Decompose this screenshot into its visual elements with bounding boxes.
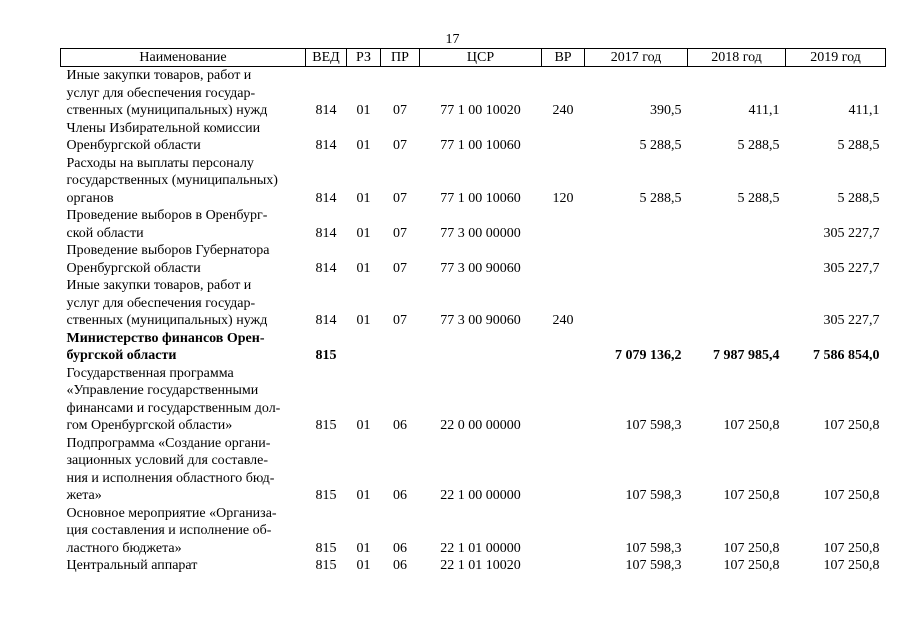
row-csr: 22 1 01 10020 [440,558,521,573]
table-row [61,365,886,435]
row-csr: 22 0 00 00000 [440,418,521,433]
row-pr [381,330,420,365]
row-csr: 22 1 01 00000 [440,540,521,556]
row-vr [542,242,585,277]
header-ved: ВЕД [306,49,347,67]
row-name-line: зационных условий для составле- [66,453,269,468]
row-pr: 07 [393,138,407,153]
row-vr: 240 [552,103,574,118]
row-pr: 07 [393,225,407,241]
row-y2017: 107 598,3 [625,558,682,573]
row-pr: 06 [393,558,407,573]
row-pr: 07 [393,260,407,276]
row-name [61,155,306,208]
row-pr: 07 [393,190,407,206]
row-name-line: Государственная программа [66,365,234,381]
table-row [61,435,886,505]
budget-table [60,48,886,575]
row-y2019: 107 250,8 [823,558,880,573]
header-2018: 2018 год [688,49,786,67]
row-name-line: Расходы на выплаты персоналу [66,155,254,171]
row-vr [542,557,585,575]
row-name-line: «Управление государственными [66,383,259,398]
table-row [61,330,886,365]
row-ved: 815 [315,558,337,573]
header-pr: ПР [381,49,420,67]
row-name [61,557,306,575]
row-rz: 01 [356,558,371,573]
row-name-line: государственных (муниципальных) [66,173,278,188]
row-name-line: Оренбургской области [66,138,201,153]
row-name-line: Подпрограмма «Создание органи- [66,435,271,451]
row-name [61,67,306,120]
row-name [61,330,306,365]
row-ved: 814 [315,190,337,206]
row-csr: 22 1 00 00000 [440,488,521,503]
row-name-line: Министерство финансов Орен- [66,330,265,346]
row-pr: 06 [393,418,407,433]
row-name [61,435,306,505]
table-row [61,277,886,330]
row-name-line: жета» [66,488,102,503]
row-pr: 07 [393,313,407,328]
row-name [61,365,306,435]
row-name-line: услуг для обеспечения государ- [66,85,256,101]
row-csr: 77 3 00 00000 [440,225,521,241]
row-csr: 77 1 00 10020 [440,103,521,118]
row-rz: 01 [356,540,371,556]
table-row [61,207,886,242]
row-y2019: 305 227,7 [823,260,880,276]
row-y2018: 411,1 [748,103,780,118]
row-pr: 06 [393,488,407,503]
row-y2018: 5 288,5 [737,138,780,153]
row-y2018: 107 250,8 [723,540,780,556]
row-name-line: ния и исполнения областного бюд- [66,470,275,486]
row-vr [542,365,585,435]
row-y2017: 107 598,3 [625,488,682,503]
row-csr: 77 3 00 90060 [440,313,521,328]
row-ved: 814 [315,138,337,153]
row-pr: 06 [393,540,407,556]
row-y2017 [585,207,688,242]
row-rz: 01 [356,225,371,241]
row-y2019: 7 586 854,0 [813,348,880,363]
row-y2017: 390,5 [650,103,682,118]
row-pr: 07 [393,103,407,118]
row-rz: 01 [356,488,371,503]
row-y2018: 107 250,8 [723,418,780,433]
row-rz: 01 [356,260,371,276]
row-rz: 01 [356,313,371,328]
header-2017: 2017 год [585,49,688,67]
row-name-line: Оренбургской области [66,260,201,276]
row-y2019: 107 250,8 [823,488,880,503]
row-y2019: 305 227,7 [823,225,880,241]
row-y2017 [585,242,688,277]
row-vr [542,330,585,365]
row-y2019: 5 288,5 [837,190,880,206]
table-header-row [61,49,886,67]
row-y2018 [688,242,786,277]
row-y2017: 5 288,5 [639,190,682,206]
table-row [61,155,886,208]
row-y2018: 107 250,8 [723,558,780,573]
row-ved: 814 [315,103,337,118]
row-y2019: 5 288,5 [837,138,880,153]
row-vr [542,435,585,505]
row-y2019: 107 250,8 [823,540,880,556]
row-name-line: Члены Избирательной комиссии [66,120,261,136]
row-y2017: 107 598,3 [625,540,682,556]
header-vr: ВР [542,49,585,67]
table-body [61,67,886,575]
row-rz: 01 [356,190,371,206]
header-csr: ЦСР [420,49,542,67]
row-ved: 814 [315,225,337,241]
row-csr [420,330,542,365]
row-name-line: Центральный аппарат [66,558,198,573]
row-y2018: 5 288,5 [737,190,780,206]
row-name [61,207,306,242]
table-row [61,67,886,120]
row-rz: 01 [356,103,371,118]
row-rz: 01 [356,418,371,433]
row-y2019: 305 227,7 [823,313,880,328]
row-name-line: ской области [66,225,144,241]
table-row [61,557,886,575]
row-y2019: 411,1 [848,103,880,118]
row-vr: 240 [552,313,574,328]
row-vr [542,207,585,242]
row-y2019: 107 250,8 [823,418,880,433]
row-name-line: Основное мероприятие «Организа- [66,505,277,521]
row-ved: 815 [315,418,337,433]
row-y2017: 5 288,5 [639,138,682,153]
row-y2018: 7 987 985,4 [713,348,780,363]
row-name [61,120,306,155]
table-row [61,120,886,155]
row-y2017 [585,277,688,330]
row-name-line: Иные закупки товаров, работ и [66,68,252,83]
row-name-line: бургской области [66,348,177,363]
row-name-line: ция составления и исполнение об- [66,523,272,538]
row-y2018 [688,277,786,330]
row-csr: 77 1 00 10060 [440,190,521,206]
row-csr: 77 1 00 10060 [440,138,521,153]
row-vr [542,505,585,558]
row-name-line: ластного бюджета» [66,540,182,556]
row-name-line: Иные закупки товаров, работ и [66,278,252,293]
row-name-line: финансами и государственным дол- [66,400,281,416]
row-name-line: услуг для обеспечения государ- [66,295,256,311]
row-name-line: ственных (муниципальных) нужд [66,313,268,328]
row-y2018: 107 250,8 [723,488,780,503]
row-ved: 815 [315,348,337,363]
table-row [61,242,886,277]
row-y2018 [688,207,786,242]
table-row [61,505,886,558]
row-vr [542,120,585,155]
row-vr: 120 [552,190,574,206]
header-name: Наименование [61,49,306,67]
row-name-line: Проведение выборов Губернатора [66,243,270,258]
row-ved: 814 [315,260,337,276]
page-number: 17 [445,32,460,47]
row-ved: 814 [315,313,337,328]
row-name-line: Проведение выборов в Оренбург- [66,208,268,223]
row-name-line: ственных (муниципальных) нужд [66,103,268,118]
row-ved: 815 [315,488,337,503]
row-rz: 01 [356,138,371,153]
row-ved: 815 [315,540,337,556]
row-name-line: гом Оренбургской области» [66,418,233,433]
row-rz [347,330,381,365]
header-rz: РЗ [347,49,381,67]
row-y2017: 7 079 136,2 [615,348,682,363]
row-name [61,277,306,330]
row-name-line: органов [66,190,114,206]
header-2019: 2019 год [786,49,886,67]
row-y2017: 107 598,3 [625,418,682,433]
row-name [61,242,306,277]
row-name [61,505,306,558]
row-csr: 77 3 00 90060 [440,260,521,276]
